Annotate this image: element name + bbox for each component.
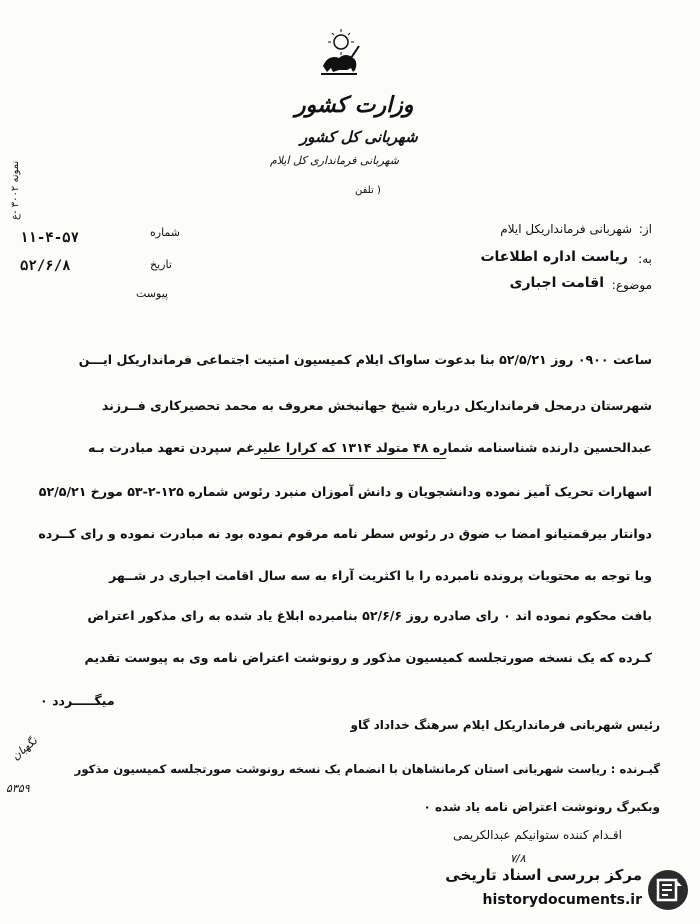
signature-line: رئیس شهربانی فرمانداریکل ایلام سرهنگ خداداد گاو (350, 718, 660, 732)
body-line: ساعت ۰۹۰۰ روز ۵۲/۵/۲۱ بنا بدعوت ساواک ایلام کمیسیون امنیت اجتماعی فرمانداریکل ایـــن (78, 352, 652, 367)
watermark-title: مرکز بررسی اسناد تاریخی (445, 866, 642, 884)
body-underline (260, 458, 446, 459)
police-title: شهربانی کل کشور (300, 128, 418, 146)
date-label: تاریخ (150, 258, 172, 271)
form-code (10, 116, 100, 220)
number-label: شماره (150, 226, 181, 239)
archive-logo-icon (646, 868, 690, 912)
body-line: بافت محکوم نموده اند ۰ رای صادره روز ۵۲/۶/۶ بنامبرده ابلاغ یاد شده به رای مذکور اعتراض (87, 608, 652, 623)
ministry-title: وزارت کشور (295, 92, 414, 118)
phone-label: ( تلفن (355, 185, 381, 196)
subject-label: موضوع: (611, 278, 652, 292)
form-code-text: نمونه ۳۰۰۲ -ع (10, 160, 21, 220)
body-line: اسهارات تحریک آمیز نموده ودانشجویان و دانش آموزان منبرد رئوس شماره ۱۲۵-۲-۵۳ مورخ ۵۲/۵/۲۱ (38, 484, 652, 499)
recipients-line-3: اقـدام کننده ستوانیکم عبدالکریمی (452, 828, 622, 842)
recipients-line-2: وبکبرگ رونوشت اعتراض نامه یاد شده ۰ (423, 800, 660, 814)
body-line: دوانتار بیرقمتیانو امضا ب ضوق در رئوس سطر نامه مرقوم نموده بود نه مبادرت نموده و رای کــرده (38, 526, 652, 541)
attachment-label: پیوست (136, 287, 169, 300)
body-line: کـرده که یک نسخه صورتجلسه کمیسیون مذکور و رونوشت اعتراض نامه وی به پیوست تقدیم (84, 650, 652, 665)
lion-and-sun-emblem-icon (317, 28, 361, 78)
margin-number: ۵۳۵۹ (6, 782, 30, 795)
sub-office-title: شهربانی فرمانداری کل ایلام (270, 154, 399, 167)
body-line: شهرستان درمحل فرمانداریکل درباره شیخ جهانبخش معروف به محمد تحصیرکاری فــرزند (101, 398, 652, 413)
body-line: عبدالحسین دارنده شناسنامه شماره ۴۸ متولد ۱۳۱۴ که کرارا علیرغم سپردن تعهد مبادرت بـه (88, 440, 652, 455)
to-value: ریاست اداره اطلاعات (480, 249, 628, 265)
watermark (418, 860, 700, 924)
from-value: شهربانی فرمانداریکل ایلام (500, 222, 632, 236)
margin-note: نگهبان (9, 734, 40, 763)
number-value: ۱۱-۴-۵۷ (20, 230, 80, 246)
date-value: ۵۲/۶/۸ (20, 258, 71, 274)
watermark-url: historydocuments.ir (482, 892, 642, 908)
subject-value: اقامت اجباری (509, 275, 604, 291)
bottom-mark: ۷/۸ (510, 852, 526, 865)
from-label: از: (638, 222, 652, 236)
to-label: به: (638, 252, 652, 266)
body-line: وبا توجه به محتویات پرونده نامبرده را با اکثریت آراء به سه سال اقامت اجباری در شــهر (109, 568, 652, 583)
recipients-line-1: گیـرنده : ریاست شهربانی استان کرمانشاهان با انضمام یک نسخه رونوشت صورتجلسه کمیسیون مذکور (74, 762, 660, 776)
body-line: میگـــــردد ۰ (40, 693, 115, 708)
